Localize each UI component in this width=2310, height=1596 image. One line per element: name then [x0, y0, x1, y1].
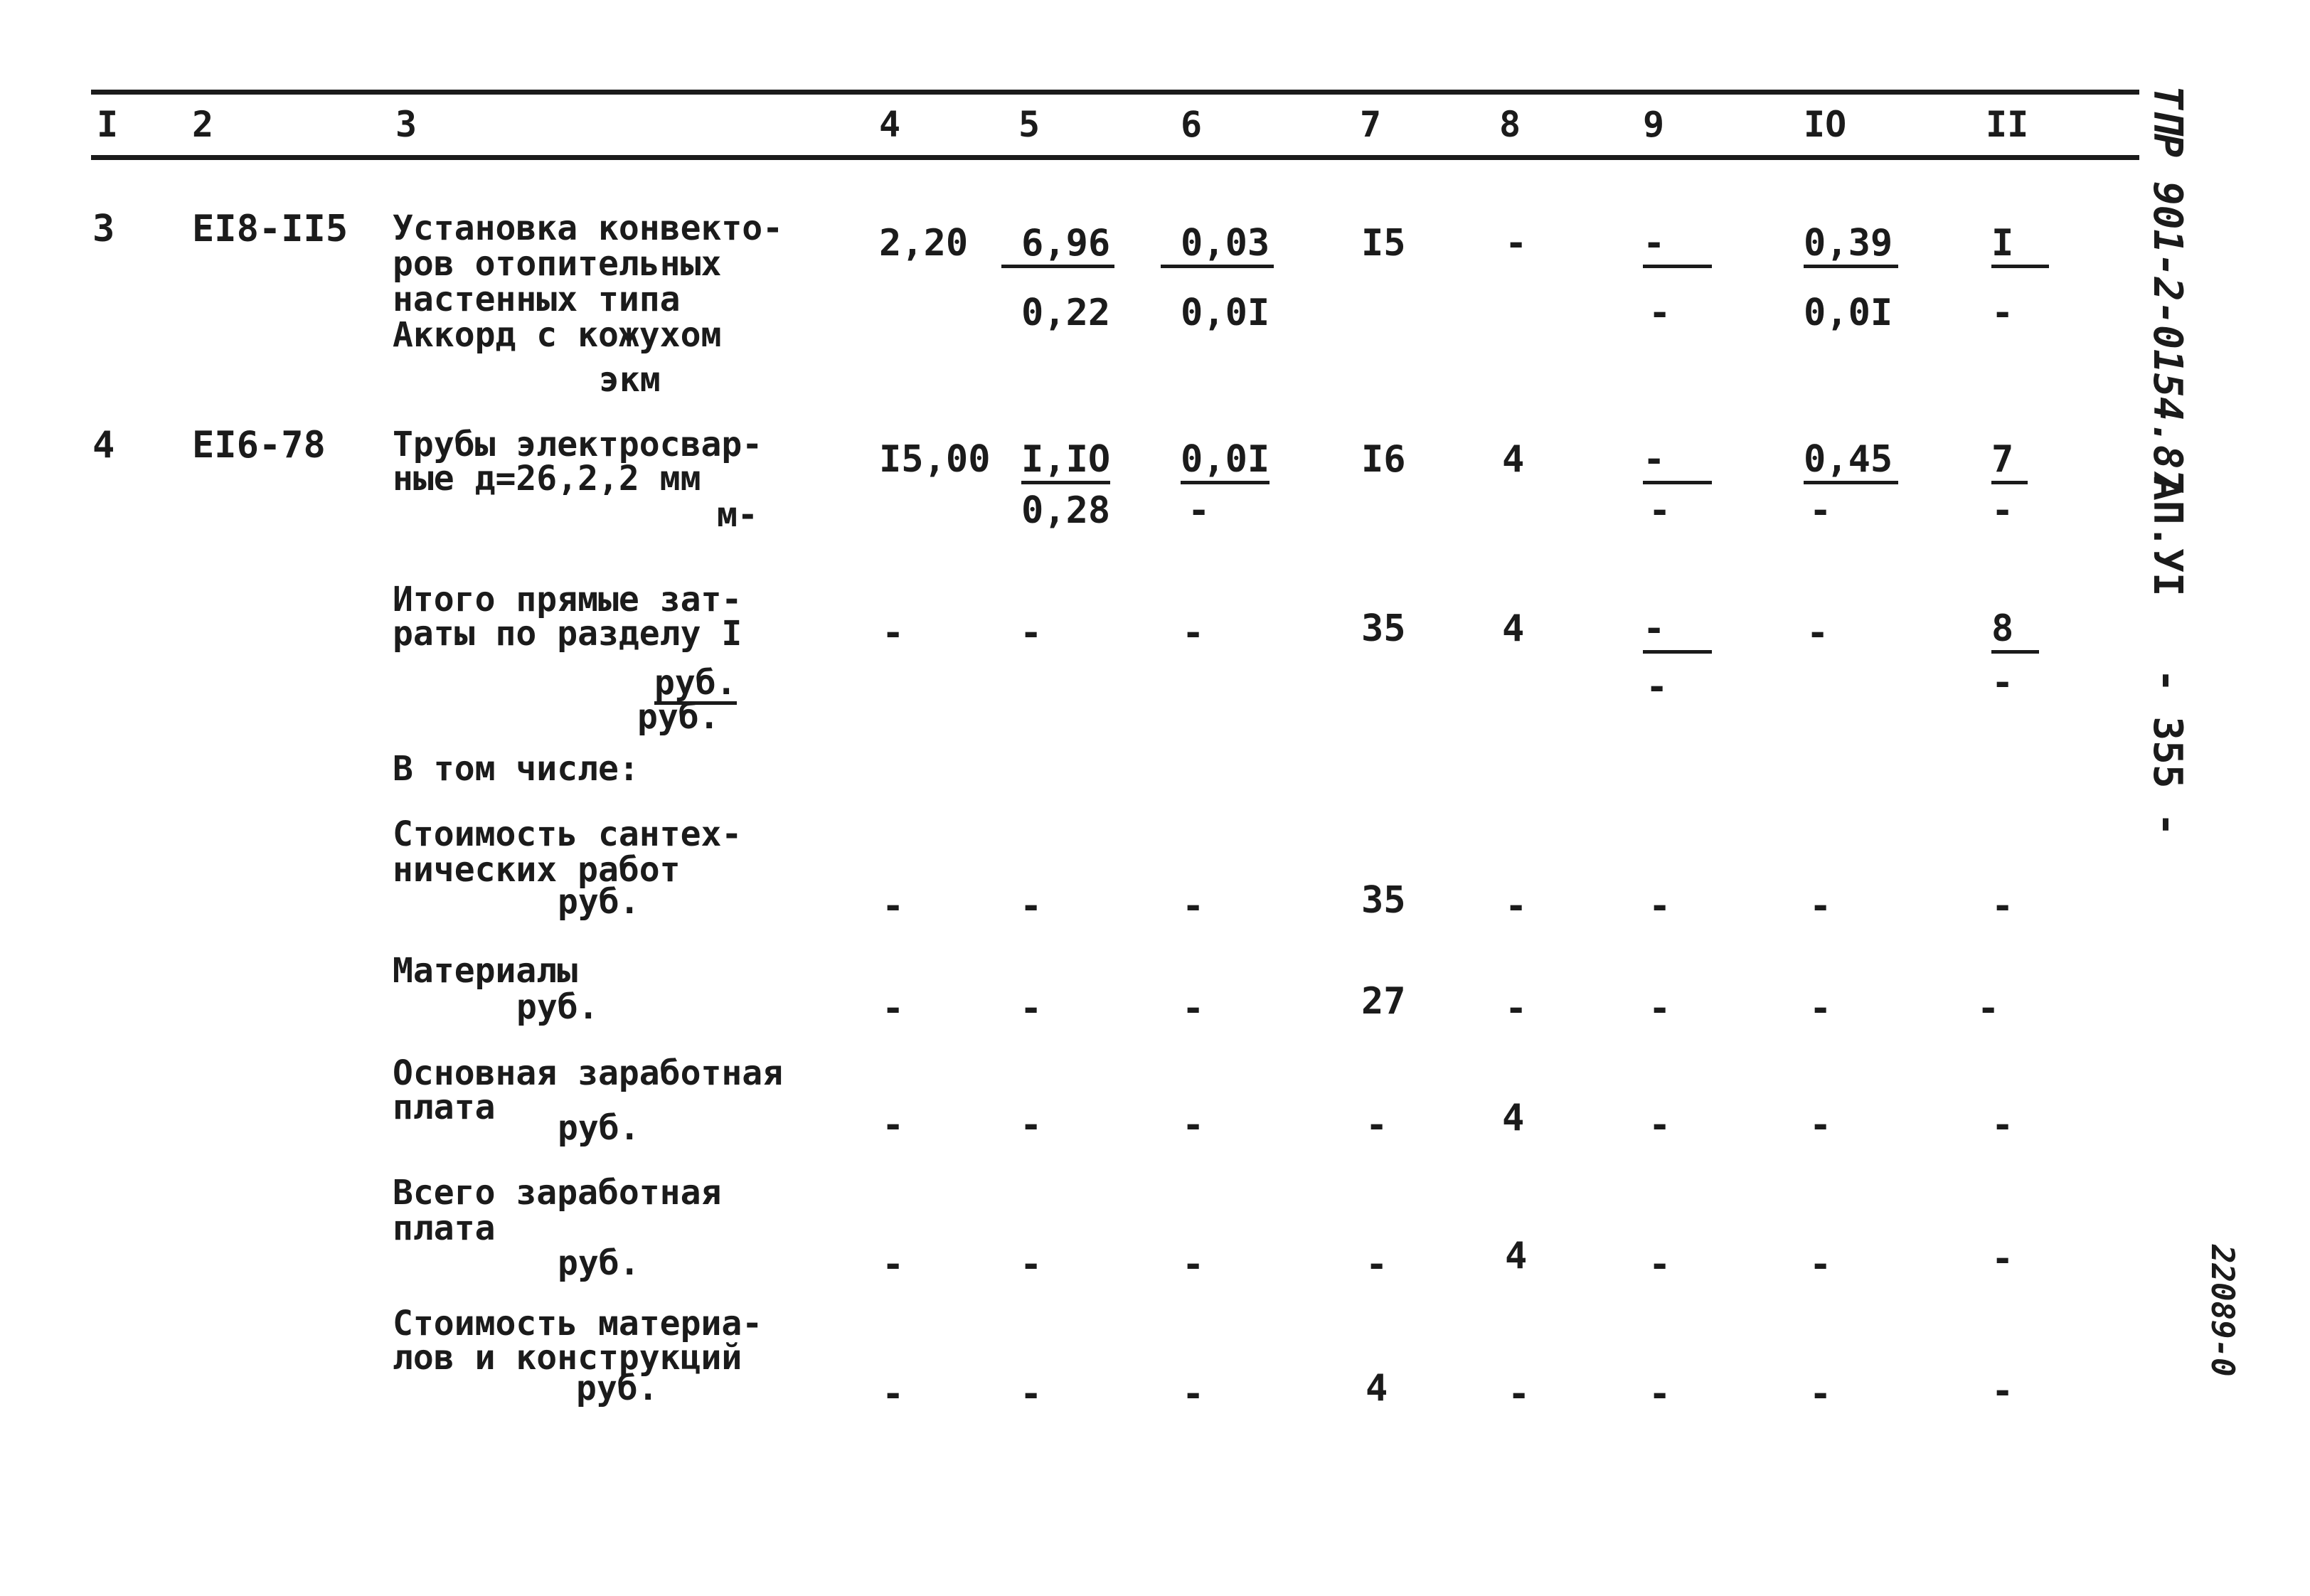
sub-col-8: -: [1505, 885, 1528, 927]
sub-col-9: -: [1649, 1243, 1671, 1286]
cell-col-6-bottom: 0,0I: [1181, 292, 1270, 334]
total-desc-line: раты по разделу I: [393, 614, 742, 654]
sub-col-4: -: [882, 1373, 905, 1415]
cell-col-6-top: 0,0I: [1181, 441, 1270, 484]
including-label: В том числе:: [393, 749, 639, 789]
total-desc-line: Итого прямые зат-: [393, 580, 742, 619]
sub-col-4: -: [882, 885, 905, 927]
cell-col-11-bottom: -: [1991, 489, 2014, 532]
cell-col-9-bottom: -: [1649, 489, 1671, 532]
sub-col-7: 35: [1361, 879, 1406, 922]
sub-col-7: 4: [1366, 1367, 1388, 1410]
sub-desc-line: плата: [393, 1087, 496, 1127]
side-margin: [2141, 78, 2226, 861]
sub-col-9: -: [1649, 885, 1671, 927]
cell-col-11-bottom: -: [1991, 292, 2014, 334]
cell-col-5-top: I,IO: [1021, 441, 1110, 484]
cell-col-4: I5,00: [879, 438, 991, 481]
row-desc-line: Установка конвекто-: [393, 208, 784, 248]
sub-desc-line: плата: [393, 1208, 496, 1248]
sub-col-6: -: [1182, 1373, 1205, 1415]
cell-col-10-bottom: -: [1809, 489, 1832, 532]
sub-col-7: -: [1366, 1104, 1388, 1147]
row-code: EI6-78: [192, 424, 326, 467]
header-bottom-rule: [91, 155, 2139, 160]
header-col-6: 6: [1181, 104, 1203, 145]
total-col-11-top: 8: [1991, 610, 2039, 654]
sub-col-9: -: [1649, 987, 1671, 1030]
total-col-7: 35: [1361, 607, 1406, 650]
sub-col-7: 27: [1361, 980, 1406, 1023]
total-col-5: -: [1020, 612, 1043, 654]
row-desc-line: настенных типа: [393, 280, 681, 319]
sub-unit: руб.: [558, 1108, 640, 1148]
sub-col-6: -: [1182, 885, 1205, 927]
cell-col-10-top: 0,45: [1804, 441, 1898, 484]
sub-col-5: -: [1020, 1104, 1043, 1147]
cell-col-8: 4: [1502, 438, 1525, 481]
sub-unit: руб.: [576, 1368, 659, 1408]
sub-col-11: -: [1991, 885, 2014, 927]
cell-col-11-top: 7: [1991, 441, 2028, 484]
total-unit-top: руб.: [654, 666, 737, 705]
sub-col-6: -: [1182, 1104, 1205, 1147]
sub-col-4: -: [882, 1243, 905, 1286]
total-col-11-bottom: -: [1991, 661, 2014, 704]
sub-desc-line: Стоимость материа-: [393, 1304, 763, 1344]
sub-col-10: -: [1809, 885, 1832, 927]
row-number: 4: [92, 424, 115, 467]
total-col-4: -: [882, 612, 905, 654]
header-col-5: 5: [1018, 104, 1040, 145]
sub-unit: руб.: [558, 1243, 640, 1283]
header-col-10: IO: [1804, 104, 1847, 145]
header-col-7: 7: [1360, 104, 1382, 145]
cell-col-9-top: -: [1643, 225, 1712, 268]
row-desc-line: Аккорд с кожухом: [393, 315, 722, 355]
row-code: EI8-II5: [192, 208, 348, 250]
row-unit: экм: [599, 360, 661, 400]
sub-unit: руб.: [516, 987, 599, 1027]
sub-col-10: -: [1809, 1104, 1832, 1147]
total-col-10: -: [1806, 612, 1829, 654]
sub-col-11: -: [1991, 1104, 2014, 1147]
sub-col-9: -: [1649, 1104, 1671, 1147]
row-desc-line: Трубы электросвар-: [393, 425, 763, 464]
sub-col-10: -: [1809, 1373, 1832, 1415]
header-col-2: 2: [192, 104, 214, 145]
sub-col-5: -: [1020, 1243, 1043, 1286]
header-col-3: 3: [395, 104, 417, 145]
sub-col-11: -: [1991, 1370, 2014, 1413]
sub-col-4: -: [882, 987, 905, 1030]
sub-desc-line: Материалы: [393, 951, 578, 991]
total-col-9-top: -: [1643, 610, 1712, 654]
cell-col-10-top: 0,39: [1804, 225, 1898, 268]
header-col-1: I: [97, 104, 119, 145]
sub-col-6: -: [1182, 987, 1205, 1030]
sub-desc-line: Стоимость сантех-: [393, 814, 742, 854]
row-number: 3: [92, 208, 115, 250]
header-col-11: II: [1986, 104, 2029, 145]
header-col-8: 8: [1499, 104, 1521, 145]
sub-col-11: -: [1991, 1238, 2014, 1280]
cell-col-8: -: [1505, 222, 1528, 265]
cell-col-5-top: 6,96: [1001, 225, 1114, 268]
cell-col-6-bottom: -: [1188, 489, 1210, 532]
sub-col-4: -: [882, 1104, 905, 1147]
cell-col-7: I6: [1361, 438, 1406, 481]
cell-col-7: I5: [1361, 222, 1406, 265]
header-col-9: 9: [1643, 104, 1665, 145]
sub-desc-line: лов и конструкций: [393, 1338, 742, 1378]
header-col-4: 4: [879, 104, 901, 145]
cell-col-11-top: I: [1991, 225, 2049, 268]
sub-col-8: -: [1505, 987, 1528, 1030]
cell-col-4: 2,20: [879, 222, 969, 265]
sub-col-9: -: [1649, 1373, 1671, 1415]
row-desc-line: ные д=26,2,2 мм: [393, 459, 701, 499]
total-col-9-bottom: -: [1646, 666, 1668, 708]
cell-col-10-bottom: 0,0I: [1804, 292, 1893, 334]
sub-col-5: -: [1020, 1373, 1043, 1415]
total-col-8: 4: [1502, 607, 1525, 650]
cell-col-5-bottom: 0,28: [1021, 489, 1111, 532]
sub-desc-line: нических работ: [393, 850, 681, 890]
sub-col-8: 4: [1502, 1097, 1525, 1139]
cell-col-6-top: 0,03: [1161, 225, 1274, 268]
row-unit: м-: [717, 495, 758, 535]
sub-desc-line: Всего заработная: [393, 1173, 722, 1213]
total-col-6: -: [1182, 612, 1205, 654]
cell-col-5-bottom: 0,22: [1021, 292, 1111, 334]
cell-col-9-bottom: -: [1649, 292, 1671, 334]
sub-col-10: -: [1809, 1243, 1832, 1286]
doc-code: ТПР 901-2-0154.87: [2144, 85, 2191, 494]
row-desc-line: ров отопительных: [393, 244, 722, 284]
archive-stamp: 22089-0: [2204, 1245, 2240, 1377]
sub-col-11: -: [1977, 987, 2000, 1030]
sub-col-8: 4: [1505, 1235, 1528, 1277]
cell-col-9-top: -: [1643, 441, 1712, 484]
total-unit-bottom: руб.: [637, 697, 720, 737]
sub-col-5: -: [1020, 987, 1043, 1030]
sub-col-7: -: [1366, 1243, 1388, 1286]
sub-col-10: -: [1809, 987, 1832, 1030]
page-number: - 355 -: [2144, 669, 2191, 837]
sub-col-5: -: [1020, 885, 1043, 927]
sub-col-8: -: [1508, 1373, 1531, 1415]
sub-unit: руб.: [558, 882, 640, 922]
sub-col-6: -: [1182, 1243, 1205, 1286]
top-rule: [91, 90, 2139, 95]
album-code: АП.УI: [2144, 477, 2191, 597]
sub-desc-line: Основная заработная: [393, 1053, 784, 1093]
